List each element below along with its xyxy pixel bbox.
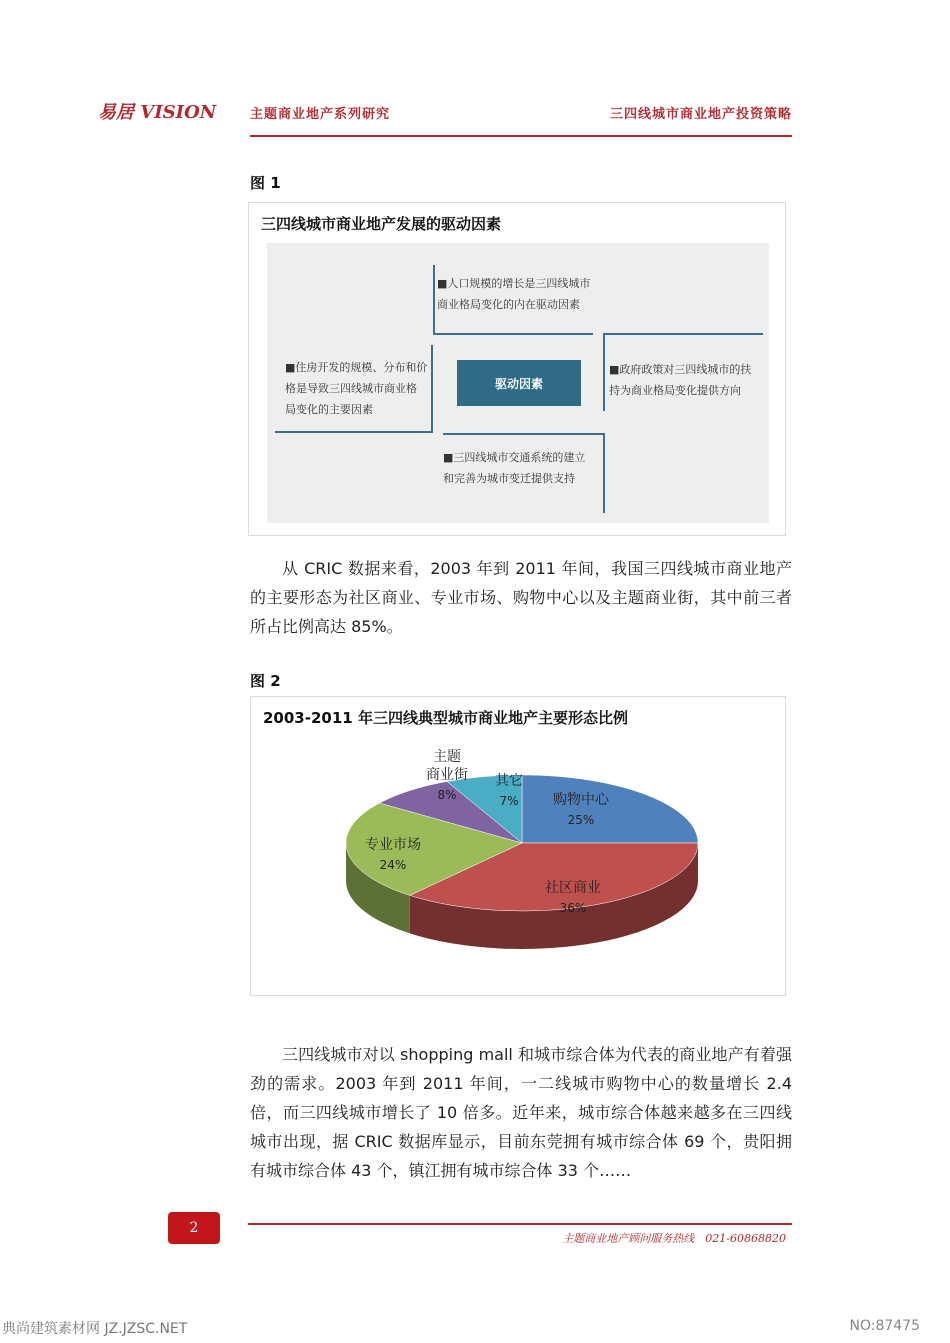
pie-category-label: 购物中心 — [553, 792, 609, 808]
pie-chart — [251, 697, 785, 995]
figure2-title: 2003-2011 年三四线典型城市商业地产主要形态比例 — [263, 709, 628, 727]
driver-top-text: ■人口规模的增长是三四线城市 商业格局变化的内在驱动因素 — [437, 277, 591, 311]
pie-percent-label: 24% — [379, 858, 407, 872]
divider-line — [603, 433, 605, 513]
divider-line — [603, 333, 763, 335]
divider-line — [275, 431, 433, 433]
pie-category-label: 社区商业 — [545, 880, 601, 896]
driver-diagram — [267, 243, 769, 523]
series-title: 主题商业地产系列研究 — [250, 107, 391, 122]
pie-category-label: 主题 — [433, 749, 461, 765]
figure2-box — [250, 696, 786, 996]
driver-left-text: ■住房开发的规模、分布和价 格是导致三四线城市商业格 局变化的主要因素 — [285, 361, 428, 416]
watermark-left: 典尚建筑素材网 JZ.JZSC.NET — [2, 1321, 188, 1337]
watermark-right: NO:87475 — [849, 1318, 920, 1334]
pie-slice — [522, 775, 698, 843]
divider-line — [443, 433, 603, 435]
paragraph-1: 从 CRIC 数据来看，2003 年到 2011 年间，我国三四线城市商业地产的主要形态为社区商业、专业市场、购物中心以及主题商业街，其中前三者所占比例高达 85%。 — [250, 559, 792, 636]
center-node: 驱动因素 — [457, 360, 581, 406]
hotline: 主题商业地产顾问服务热线 021-60868820 — [562, 1232, 786, 1245]
driver-right-text: ■政府政策对三四线城市的扶 持为商业格局变化提供方向 — [609, 363, 752, 397]
pie-percent-label: 25% — [567, 813, 595, 827]
figure1-title: 三四线城市商业地产发展的驱动因素 — [261, 215, 502, 233]
driver-bottom-text: ■三四线城市交通系统的建立 和完善为城市变迁提供支持 — [443, 451, 586, 485]
figure1-label: 图 1 — [250, 174, 281, 192]
pie-percent-label: 8% — [437, 788, 457, 802]
figure1-box — [248, 202, 786, 536]
page-number: 2 — [168, 1212, 220, 1244]
paragraph-2: 三四线城市对以 shopping mall 和城市综合体为代表的商业地产有着强劲的需求。2003 年到 2011 年间，一二线城市购物中心的数量增长 2.4 倍，而三四线城市增长了 10 倍多。近年来，城市综合体越来越多在三四线城市出现，据 CRIC 数据库显示，目前东莞拥有城市综合体 69 个，贵阳拥有城市综合体 43 个，镇江拥有城市综合体 33 个…… — [250, 1045, 792, 1180]
pie-category-label: 商业街 — [426, 767, 468, 783]
divider-line — [603, 333, 605, 411]
pie-percent-label: 36% — [559, 901, 587, 915]
pie-category-label: 专业市场 — [365, 837, 421, 853]
pie-percent-label: 7% — [499, 794, 519, 808]
header-divider — [250, 135, 792, 137]
divider-line — [431, 345, 433, 433]
document-title: 三四线城市商业地产投资策略 — [609, 107, 792, 122]
footer-divider — [248, 1223, 792, 1225]
divider-line — [433, 333, 593, 335]
pie-category-label: 其它 — [495, 773, 523, 789]
figure2-label: 图 2 — [250, 672, 281, 690]
brand-logo: 易居 VISION — [98, 102, 217, 123]
divider-line — [433, 265, 435, 335]
